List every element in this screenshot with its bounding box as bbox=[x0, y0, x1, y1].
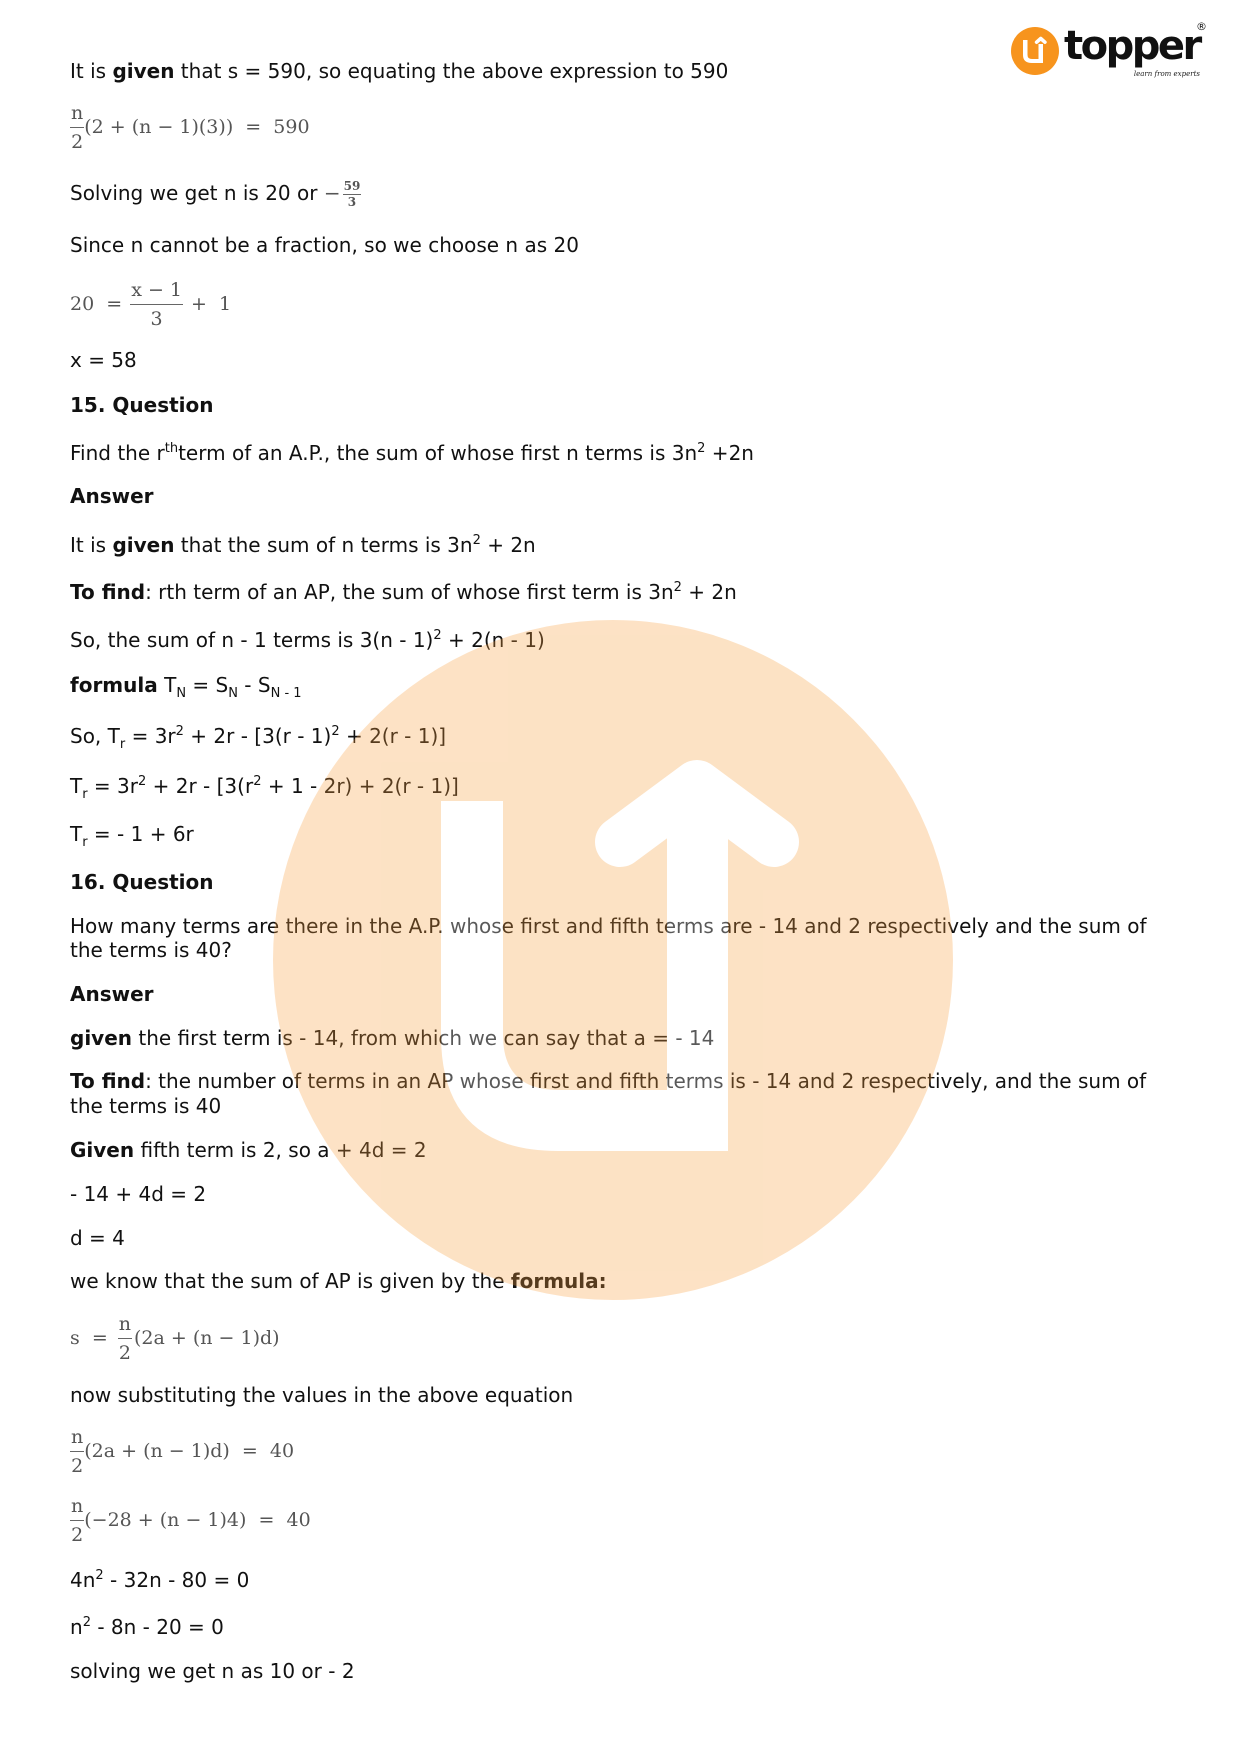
line-text: +2n bbox=[705, 441, 754, 465]
line-text: that s = 590, so equating the above expression to 590 bbox=[174, 59, 729, 83]
superscript: 2 bbox=[673, 580, 682, 595]
line-text: T bbox=[70, 822, 83, 846]
expression: (2a + (n − 1)d) = 40 bbox=[84, 1440, 295, 1462]
logo-circle bbox=[1011, 27, 1059, 75]
bold-term: To find bbox=[70, 1069, 146, 1093]
denominator: 2 bbox=[118, 1341, 131, 1364]
subscript: r bbox=[82, 787, 88, 802]
answer-16-line-10: solving we get n as 10 or - 2 bbox=[70, 1659, 355, 1683]
line-text: T bbox=[157, 673, 177, 697]
expression: (−28 + (n − 1)4) = 40 bbox=[84, 1509, 311, 1531]
question-16-text-line-2: the terms is 40? bbox=[70, 938, 232, 962]
line-text: - 32n - 80 = 0 bbox=[103, 1568, 250, 1592]
question-15-text bbox=[70, 441, 754, 469]
denominator: 3 bbox=[150, 307, 163, 330]
superscript: 2 bbox=[95, 1568, 104, 1583]
line-text: fifth term is 2, so a + 4d = 2 bbox=[134, 1138, 427, 1162]
superscript: 2 bbox=[175, 724, 184, 739]
question-16-text-line-1: How many terms are there in the A.P. whose first and fifth terms are - 14 and 2 respectively and the sum of bbox=[70, 914, 1147, 938]
line-text: 4n bbox=[70, 1568, 96, 1592]
line-text: + 2r - [3(r bbox=[146, 774, 254, 798]
expression: (2 + (n − 1)(3)) = 590 bbox=[84, 116, 310, 138]
answer-15-line-7 bbox=[70, 822, 194, 850]
subscript: N bbox=[176, 686, 187, 701]
question-16-title: 16. Question bbox=[70, 870, 214, 894]
bold-term: To find bbox=[70, 580, 146, 604]
answer-15-line-1 bbox=[70, 533, 536, 561]
line-text: : rth term of an AP, the sum of whose first term is 3n bbox=[145, 580, 674, 604]
brand-tagline: learn from experts bbox=[1133, 70, 1200, 78]
answer-15-line-2 bbox=[70, 580, 737, 608]
equation-substituted-1 bbox=[70, 1421, 294, 1481]
line-text: + 2n bbox=[480, 533, 536, 557]
line-text: T bbox=[70, 774, 83, 798]
line-text: n bbox=[70, 1615, 83, 1639]
line-text: It is bbox=[70, 533, 113, 557]
line-text: = 3r bbox=[125, 724, 176, 748]
line-text: So, T bbox=[70, 724, 120, 748]
answer-15-line-3 bbox=[70, 628, 545, 656]
answer-16-label: Answer bbox=[70, 982, 154, 1006]
question-15-title: 15. Question bbox=[70, 393, 214, 417]
expression-lhs: 20 = bbox=[70, 293, 123, 315]
superscript: 2 bbox=[82, 1615, 91, 1630]
subscript: r bbox=[119, 737, 126, 752]
denominator: 2 bbox=[71, 130, 84, 153]
answer-16-line-5: d = 4 bbox=[70, 1226, 125, 1250]
minus-sign: − bbox=[323, 181, 341, 205]
brand-name: topper bbox=[1064, 23, 1200, 69]
fraction bbox=[70, 1423, 84, 1480]
registered-mark: ® bbox=[1196, 20, 1207, 33]
bold-term: given bbox=[112, 59, 175, 83]
denominator: 2 bbox=[71, 1454, 84, 1477]
line-text: + 2r - [3(r - 1) bbox=[183, 724, 332, 748]
numerator: n bbox=[70, 1423, 84, 1452]
line-text: Find the r bbox=[70, 441, 165, 465]
watermark-u-shape bbox=[441, 800, 728, 1151]
line-text: So, the sum of n - 1 terms is 3(n - 1) bbox=[70, 628, 434, 652]
numerator: n bbox=[70, 1492, 84, 1521]
superscript: 2 bbox=[433, 628, 442, 643]
line-text: that the sum of n terms is 3n bbox=[174, 533, 473, 557]
line-text: - 8n - 20 = 0 bbox=[90, 1615, 224, 1639]
line-text: : the number of terms in an AP whose first and fifth terms is - 14 and 2 respectively, and the sum of bbox=[145, 1069, 1147, 1093]
intro-line-given-s bbox=[70, 59, 728, 83]
answer-16-line-3 bbox=[70, 1138, 427, 1162]
equation-ap-sum-formula bbox=[70, 1308, 280, 1368]
line-text: + 2(n - 1) bbox=[441, 628, 545, 652]
line-text: + 1 - 2r) + 2(r - 1)] bbox=[261, 774, 459, 798]
answer-16-line-7: now substituting the values in the above equation bbox=[70, 1383, 574, 1407]
bold-term: given bbox=[112, 533, 175, 557]
line-text: It is bbox=[70, 59, 113, 83]
fraction bbox=[130, 276, 183, 333]
answer-16-line-2-cont: the terms is 40 bbox=[70, 1094, 222, 1118]
line-text: term of an A.P., the sum of whose first n terms is 3n bbox=[178, 441, 698, 465]
answer-16-line-4: - 14 + 4d = 2 bbox=[70, 1182, 207, 1206]
answer-15-line-4 bbox=[70, 673, 302, 701]
answer-16-line-9 bbox=[70, 1615, 224, 1643]
bold-term: given bbox=[70, 1026, 133, 1050]
subscript: N bbox=[228, 686, 238, 701]
line-text: + 2(r - 1)] bbox=[339, 724, 447, 748]
numerator: x − 1 bbox=[130, 276, 183, 305]
fraction bbox=[70, 1492, 84, 1549]
line-text: = 3r bbox=[87, 774, 138, 798]
numerator: 59 bbox=[343, 179, 361, 193]
line-text: the first term is - 14, from which we can say that a = - 14 bbox=[132, 1026, 715, 1050]
line-text: + 2n bbox=[681, 580, 737, 604]
answer-15-line-6 bbox=[70, 774, 459, 802]
denominator: 2 bbox=[71, 1523, 84, 1546]
answer-16-line-1 bbox=[70, 1026, 714, 1050]
bold-term: formula bbox=[70, 673, 158, 697]
line-text: we know that the sum of AP is given by the bbox=[70, 1269, 511, 1293]
numerator: n bbox=[118, 1310, 132, 1339]
superscript: th bbox=[164, 441, 179, 456]
superscript: 2 bbox=[331, 724, 340, 739]
watermark-group bbox=[270, 620, 953, 1300]
bold-term: formula: bbox=[510, 1269, 607, 1293]
answer-15-line-5 bbox=[70, 724, 446, 752]
line-text: - S bbox=[237, 673, 271, 697]
superscript: 2 bbox=[472, 533, 481, 548]
equation-sum-590 bbox=[70, 97, 310, 157]
expression-lhs: s = bbox=[70, 1327, 108, 1349]
watermark-arrowhead bbox=[620, 785, 774, 842]
intro-line-solving bbox=[70, 179, 361, 210]
line-text: = S bbox=[186, 673, 229, 697]
numerator: n bbox=[70, 99, 84, 128]
line-text: = - 1 + 6r bbox=[87, 822, 194, 846]
line-text: Solving we get n is 20 or bbox=[70, 181, 324, 205]
equation-substituted-2 bbox=[70, 1490, 311, 1550]
answer-16-line-8 bbox=[70, 1568, 249, 1596]
bold-term: Given bbox=[70, 1138, 135, 1162]
denominator: 3 bbox=[347, 195, 357, 209]
subscript: N - 1 bbox=[270, 686, 302, 701]
fraction bbox=[118, 1310, 132, 1367]
intro-line-result: x = 58 bbox=[70, 348, 137, 372]
answer-16-line-6 bbox=[70, 1269, 607, 1293]
expression: (2a + (n − 1)d) bbox=[134, 1327, 280, 1349]
small-fraction bbox=[343, 179, 362, 210]
answer-16-line-2 bbox=[70, 1069, 1146, 1093]
fraction bbox=[70, 99, 84, 156]
expression-rhs: + 1 bbox=[191, 293, 232, 315]
intro-line-since: Since n cannot be a fraction, so we choose n as 20 bbox=[70, 233, 579, 257]
superscript: 2 bbox=[697, 441, 706, 456]
equation-20 bbox=[70, 274, 231, 334]
superscript: 2 bbox=[138, 774, 147, 789]
u-arrow-icon bbox=[1011, 27, 1059, 75]
watermark-circle bbox=[270, 620, 953, 1300]
subscript: r bbox=[82, 835, 88, 850]
answer-15-label: Answer bbox=[70, 484, 154, 508]
superscript: 2 bbox=[253, 774, 262, 789]
